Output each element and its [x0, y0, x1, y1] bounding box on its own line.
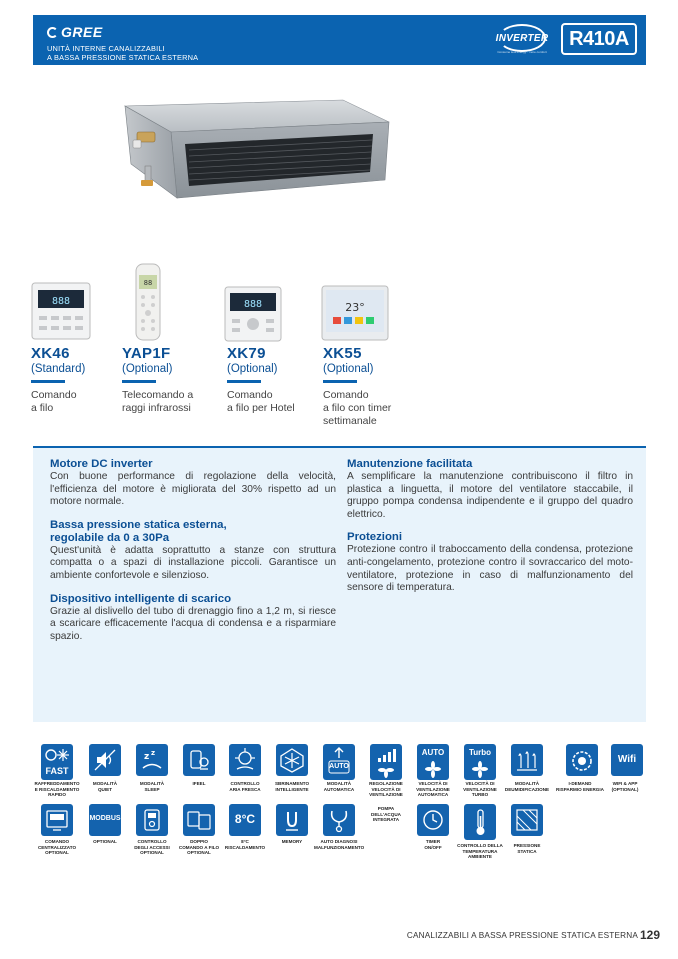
remote-desc-line: a filo [31, 402, 54, 414]
xk79-image [224, 286, 282, 342]
remote-desc-xk46 [31, 389, 77, 415]
turbo-fan-icon [464, 744, 496, 780]
modbus-icon [89, 804, 121, 836]
feature-text: Protezione contro il traboccamento della condensa, protezione anti-congelamento, protezione contro il sovraccarico del moto-ventilatore, protezione in caso di malfunzionamento del sensore di temperatura. [347, 544, 633, 594]
feature-title: Manutenzione facilitata [347, 458, 473, 470]
brand-logo [47, 24, 103, 40]
features-right-column [347, 458, 633, 605]
svg-text:z: z [151, 749, 156, 757]
feature-text: A semplificare la manutenzione contribuiscono il filtro in plastica a linguetta, il motore del ventilatore staccabile, il gruppo pompa condensa indipendente e il gruppo del quadro elettrico. [347, 471, 633, 520]
brand-name: GREE [61, 24, 103, 40]
remote-desc-line: a filo con timer [323, 402, 392, 414]
remote-divider [31, 380, 65, 383]
quiet-mode-icon [89, 744, 121, 776]
feature-title: Motore DC inverter [50, 458, 153, 470]
feature-icon-label: MODALITÀ DEUMIDIFICAZIONE [504, 781, 550, 792]
refrigerant-badge: R410A [561, 23, 637, 55]
wifi-icon [611, 744, 643, 776]
fast-label: FAST [45, 766, 69, 776]
feature-text: Con buone performance di regolazione della velocità, l'efficienza del motore è migliorata del 30% rispetto ad un motore normale. [50, 471, 336, 508]
feature-icon-label: I-DEMAND RISPARMIO ENERGIA [556, 781, 604, 792]
xk46-screen-text: 888 [51, 296, 71, 307]
feature-title: Protezioni [347, 531, 403, 544]
remote-desc-line: Telecomando a [122, 389, 194, 401]
access-control-icon [136, 804, 168, 836]
remote-divider [323, 380, 357, 383]
central-control-icon [41, 804, 73, 836]
features-left-column [50, 458, 336, 653]
feature-title: Bassa pressione statica esterna, [50, 518, 227, 531]
feature-icon-label: REGOLAZIONE VELOCITÀ DI VENTILAZIONE [369, 781, 403, 798]
fan-speed-adjust-icon [370, 744, 402, 780]
remote-desc-line: a filo per Hotel [227, 402, 295, 414]
remote-desc-xk79 [227, 389, 295, 415]
feature-icon-label: CONTROLLO DELLA TEMPERATURA AMBIENTE [457, 843, 503, 860]
modbus-label: MODBUS [89, 815, 121, 822]
remote-tag-xk55: (Optional) [323, 363, 374, 375]
turbo-label: Turbo [468, 748, 492, 757]
remote-desc-line: settimanale [323, 415, 377, 427]
feature-icon-label: MODALITÀ QUIET [92, 781, 118, 792]
header-subtitle-line2: A BASSA PRESSIONE STATICA ESTERNA [47, 53, 199, 62]
remote-desc-xk55 [323, 389, 391, 428]
feature-icon-label: CONTROLLO DEGLI ACCESSI OPTIONAL [134, 839, 170, 856]
xk55-screen-text: 23° [345, 301, 365, 314]
remote-tag-xk46: (Standard) [31, 363, 86, 375]
page-number: 129 [639, 928, 660, 942]
fast-cooling-heating-icon [41, 744, 73, 780]
ducted-unit-image [93, 92, 393, 202]
remote-divider [122, 380, 156, 383]
wifi-label: Wifi [617, 754, 637, 765]
feature-icon-label: VELOCITÀ DI VENTILAZIONE TURBO [463, 781, 497, 798]
remote-tag-yap1f: (Optional) [122, 363, 173, 375]
auto-label: AUTO [329, 763, 349, 770]
remote-name-xk79: XK79 [227, 345, 266, 362]
remote-name-xk46: XK46 [31, 345, 70, 362]
sleep-mode-icon [136, 744, 168, 776]
integrated-pump-label: POMPA DELL'ACQUA INTEGRATA [371, 806, 401, 823]
feature-icon-label: CONTROLLO ARIA FRESCA [229, 781, 261, 792]
gree-logo-icon [47, 27, 58, 38]
yap1f-screen-text: 88 [143, 279, 153, 287]
remote-divider [227, 380, 261, 383]
remote-tag-xk79: (Optional) [227, 363, 278, 375]
remote-desc-line: Comando [227, 389, 273, 401]
feature-text: Grazie al dislivello del tubo di drenaggio fino a 1,2 m, si riesce a scaricare efficacemente l'acqua di condensa e a risparmiare spazio. [50, 605, 336, 642]
smart-defrost-icon [276, 744, 308, 776]
feature-icon-label: OPTIONAL [93, 839, 117, 844]
inverter-tagline: Consume less energy · more comfort [497, 50, 547, 54]
feature-icon-label: IFEEL [192, 781, 206, 786]
inverter-logo [494, 22, 550, 58]
remote-desc-line: Comando [323, 389, 369, 401]
remote-desc-yap1f [122, 389, 193, 415]
feature-icon-label: AUTO DIAGNOSI MALFUNZIONAMENTO [314, 839, 365, 850]
feature-icon-label: WIFI & APP (OPTIONAL) [611, 781, 639, 792]
memory-icon [276, 804, 308, 836]
remote-desc-line: raggi infrarossi [122, 402, 191, 414]
xk46-image [31, 282, 91, 340]
feature-icon-label: DOPPIO COMANDO A FILO OPTIONAL [178, 839, 220, 856]
static-pressure-icon [511, 804, 543, 836]
feature-icon-label: SBRINAMENTO INTELLIGENTE [274, 781, 310, 792]
auto-fan-speed-icon [417, 744, 449, 780]
timer-icon [417, 804, 449, 836]
inverter-label: INVERTER [495, 33, 549, 44]
auto-mode-icon [323, 744, 355, 780]
feature-icon-label: COMANDO CENTRALIZZATO OPTIONAL [37, 839, 77, 856]
svg-text:z: z [144, 752, 150, 762]
fresh-air-icon [229, 744, 261, 776]
self-diagnosis-icon [323, 804, 355, 836]
feature-icon-label: MEMORY [281, 839, 303, 844]
dry-mode-icon [511, 744, 543, 776]
feature-icon-label: MODALITÀ SLEEP [139, 781, 165, 792]
feature-title-line2: regolabile da 0 a 30Pa [50, 531, 170, 544]
remote-desc-line: Comando [31, 389, 77, 401]
feature-icon-label: TIMER ON/OFF [424, 839, 442, 850]
feature-icon-label: VELOCITÀ DI VENTILAZIONE AUTOMATICA [416, 781, 450, 798]
feature-icon-label: MODALITÀ AUTOMATICA [323, 781, 355, 792]
xk55-image [321, 285, 389, 341]
feature-title: Dispositivo intelligente di scarico [50, 592, 232, 605]
eight-degree-heating-icon [229, 804, 261, 836]
ifeel-icon [183, 744, 215, 776]
header-banner [33, 15, 646, 65]
header-subtitle-line1: UNITÀ INTERNE CANALIZZABILI [47, 44, 165, 53]
eight-degree-label: 8°C [234, 812, 256, 826]
yap1f-image [135, 263, 161, 341]
remote-name-xk55: XK55 [323, 345, 362, 362]
xk79-screen-text: 888 [243, 299, 263, 310]
room-temperature-icon [464, 804, 496, 840]
auto-fan-label: AUTO [421, 748, 445, 757]
feature-icon-label: RAFFREDDAMENTO E RISCALDAMENTO RAPIDO [34, 781, 80, 798]
feature-text: Quest'unità è adatta soprattutto a stanze con struttura compatta o a spazi di installazione piccoli. Garantisce un ambiente confortevole e silenzioso. [50, 544, 336, 581]
remote-name-yap1f: YAP1F [122, 345, 171, 362]
footer-section-title: CANALIZZABILI A BASSA PRESSIONE STATICA ESTERNA [406, 931, 638, 940]
header-subtitle [47, 44, 198, 62]
dual-wired-controller-icon [183, 804, 215, 836]
feature-icon-label: PRESSIONE STATICA [513, 843, 541, 854]
i-demand-icon [566, 744, 598, 776]
feature-icon-label: 8°C RISCALDAMENTO [224, 839, 266, 850]
